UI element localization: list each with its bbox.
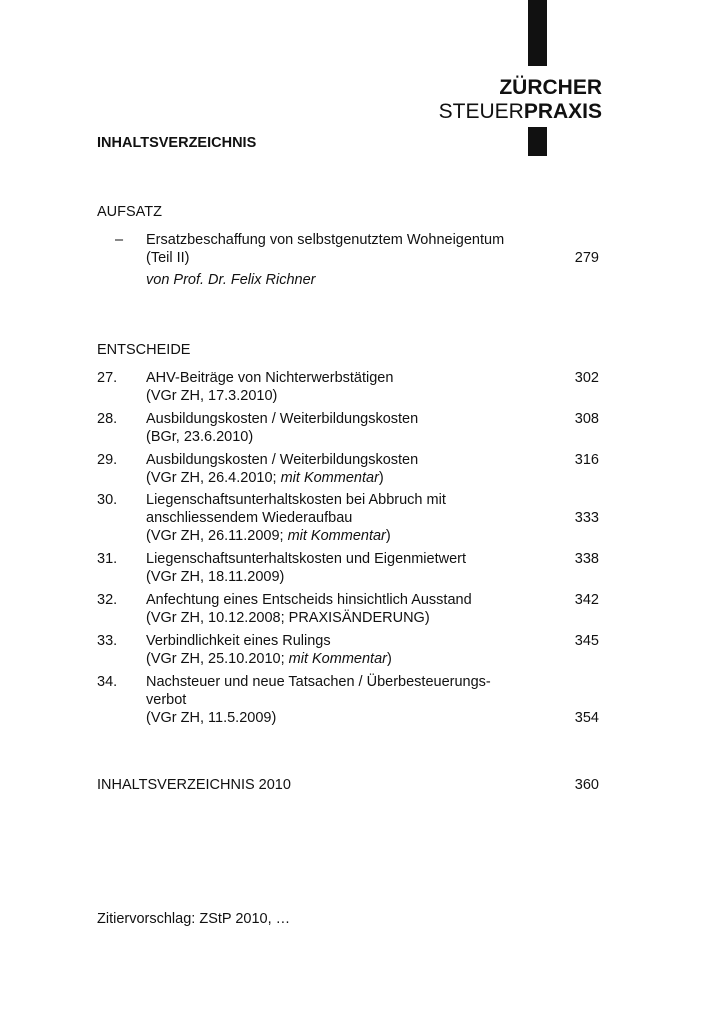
entry-title-line-2: verbot	[146, 692, 187, 708]
entry-title-line-1: Ersatzbeschaffung von selbstgenutztem Wohneigentum	[146, 232, 505, 248]
reference-comment: mit Kommentar	[280, 470, 379, 486]
citation-suggestion: Zitiervorschlag: ZStP 2010, …	[97, 911, 291, 927]
entry-page: 308	[574, 411, 599, 427]
logo-line-2	[439, 100, 602, 124]
reference-text: (VGr ZH, 26.4.2010;	[146, 470, 281, 486]
entry-body	[146, 673, 546, 727]
entry-page: 279	[574, 250, 599, 266]
entry-number: 33.	[97, 633, 118, 649]
entry-reference	[146, 650, 546, 668]
logo-praxis: PRAXIS	[523, 100, 602, 123]
entry-number: 28.	[97, 411, 118, 427]
entry-body	[146, 410, 546, 446]
entry-number: 32.	[97, 592, 118, 608]
annual-index-label: INHALTSVERZEICHNIS 2010	[97, 777, 291, 793]
reference-comment: mit Kommentar	[287, 528, 386, 544]
entry-title: Anfechtung eines Entscheids hinsichtlich Ausstand	[146, 592, 472, 608]
entry-marker: –	[115, 232, 124, 248]
entry-title: Ausbildungskosten / Weiterbildungskosten	[146, 452, 419, 468]
reference-text: (VGr ZH, 25.10.2010;	[146, 651, 289, 667]
entry-reference: (VGr ZH, 17.3.2010)	[146, 388, 278, 404]
entry-reference	[146, 527, 546, 545]
entry-body	[146, 550, 546, 586]
entry-reference: (VGr ZH, 18.11.2009)	[146, 569, 285, 585]
reference-close: )	[386, 651, 392, 667]
journal-logo	[439, 76, 602, 124]
entry-body	[146, 632, 546, 668]
entry-page: 333	[574, 510, 599, 526]
entry-page: 302	[574, 370, 599, 386]
entry-title-line-2: anschliessendem Wiederaufbau	[146, 510, 353, 526]
entry-title: AHV-Beiträge von Nichterwerbstätigen	[146, 370, 394, 386]
entry-body	[146, 491, 546, 545]
entry-number: 31.	[97, 551, 118, 567]
entry-title-line-2: (Teil II)	[146, 250, 190, 266]
entry-number: 27.	[97, 370, 118, 386]
reference-comment: mit Kommentar	[288, 651, 387, 667]
section-heading-aufsatz: AUFSATZ	[97, 204, 162, 220]
entry-author: von Prof. Dr. Felix Richner	[146, 272, 316, 288]
annual-index-page: 360	[574, 777, 599, 793]
entry-number: 30.	[97, 492, 118, 508]
entry-body	[146, 231, 546, 289]
page-title: INHALTSVERZEICHNIS	[97, 135, 257, 151]
entry-body	[146, 591, 546, 627]
logo-bar-top	[528, 0, 547, 66]
entry-body	[146, 451, 546, 487]
logo-steuer: STEUER	[438, 100, 524, 123]
entry-title-line-1: Nachsteuer und neue Tatsachen / Überbesteuerungs-	[146, 674, 491, 690]
entry-number: 29.	[97, 452, 118, 468]
entry-title: Ausbildungskosten / Weiterbildungskosten	[146, 411, 419, 427]
entry-reference: (VGr ZH, 10.12.2008; PRAXISÄNDERUNG)	[146, 610, 430, 626]
entry-title: Liegenschaftsunterhaltskosten und Eigenmietwert	[146, 551, 466, 567]
reference-close: )	[385, 528, 391, 544]
section-heading-entscheide: ENTSCHEIDE	[97, 342, 191, 358]
entry-number: 34.	[97, 674, 118, 690]
entry-reference	[146, 469, 546, 487]
entry-title: Verbindlichkeit eines Rulings	[146, 633, 331, 649]
entry-page: 316	[574, 452, 599, 468]
entry-page: 345	[574, 633, 599, 649]
toc-entry-annual-index	[97, 776, 599, 794]
entry-page: 338	[574, 551, 599, 567]
entry-page: 354	[574, 710, 599, 726]
logo-line-1: ZÜRCHER	[499, 76, 602, 99]
entry-page: 342	[574, 592, 599, 608]
logo-bar-bottom	[528, 127, 547, 156]
entry-reference: (VGr ZH, 11.5.2009)	[146, 710, 277, 726]
reference-text: (VGr ZH, 26.11.2009;	[146, 528, 288, 544]
entry-reference: (BGr, 23.6.2010)	[146, 429, 254, 445]
entry-title-line-1: Liegenschaftsunterhaltskosten bei Abbruch mit	[146, 492, 446, 508]
reference-close: )	[378, 470, 384, 486]
entry-body	[146, 369, 546, 405]
